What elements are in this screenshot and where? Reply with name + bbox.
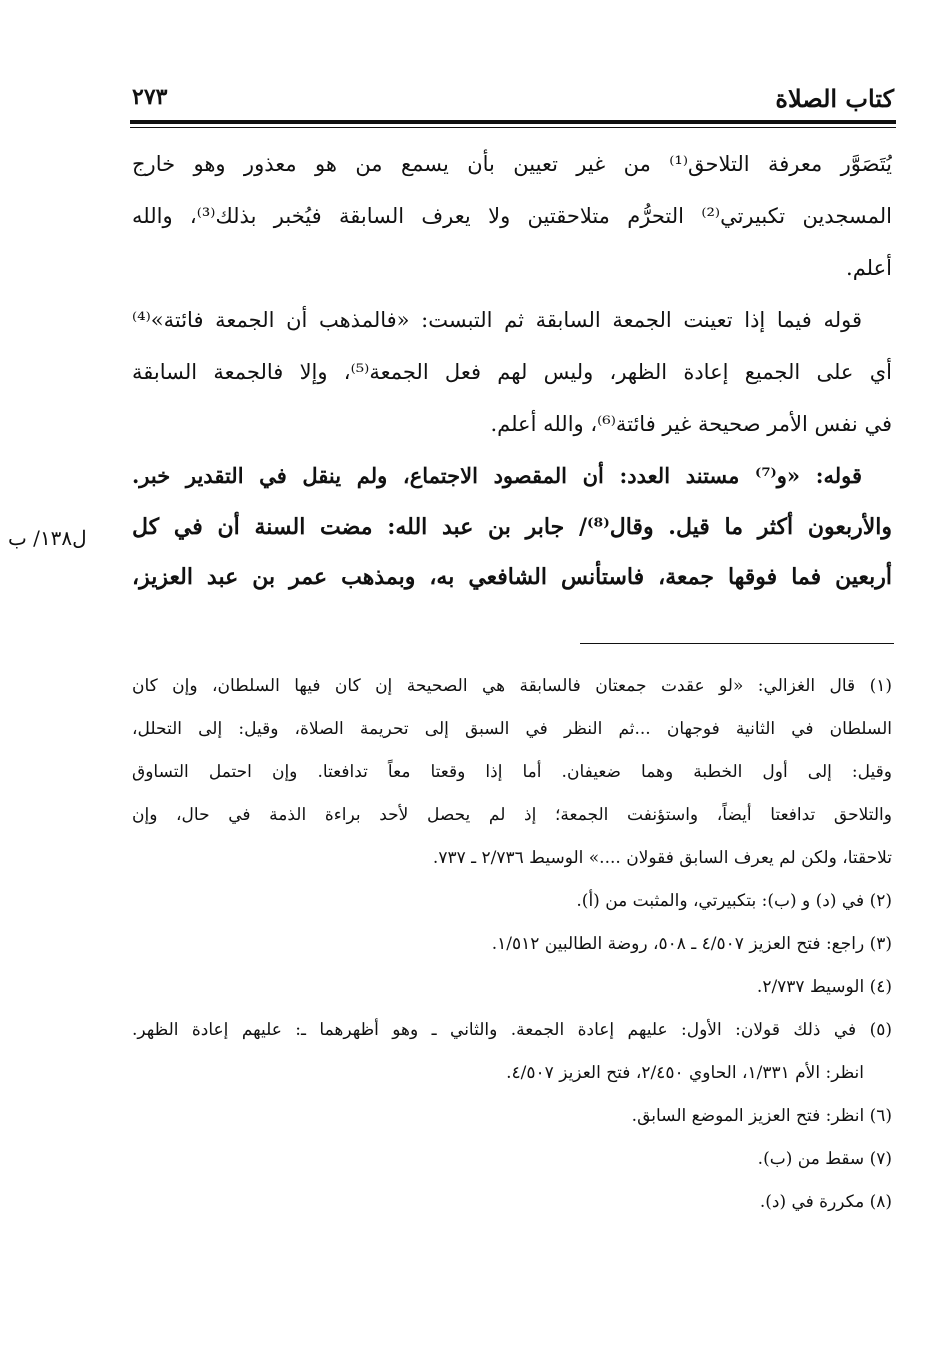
footnote-line: (٤) الوسيط ٢/٧٣٧.	[756, 977, 892, 997]
footnote-line: انظر: الأم ١/٣٣١، الحاوي ٢/٤٥٠، فتح العزيز ٤/٥٠٧.	[506, 1063, 864, 1083]
main-text	[132, 138, 892, 602]
text-line: أعلم.	[846, 256, 892, 280]
footnote-line: والتلاحق تدافعتا أيضاً، واستؤنفت الجمعة؛ إذ لم يحصل لأحد براءة الذمة في حال، وإن	[132, 805, 892, 825]
footnote-line: (١) قال الغزالي: «لو عقدت جمعتان فالسابقة هي الصحيحة إن كان فيها السلطان، وإن كان	[132, 676, 892, 696]
footnote-line: (٦) انظر: فتح العزيز الموضع السابق.	[631, 1106, 892, 1126]
text-line: قوله فيما إذا تعينت الجمعة السابقة ثم التبست: «فالمذهب أن الجمعة فائتة»⁽⁴⁾	[132, 308, 862, 332]
manuscript-folio-note: ل١٣٨/ ب	[8, 526, 87, 550]
footnote-line: (٨) مكررة في (د).	[759, 1192, 892, 1212]
footnote-separator	[580, 643, 894, 644]
header-rule-thin	[130, 127, 896, 128]
page-number: ٢٧٣	[132, 84, 168, 110]
footnote-line: السلطان في الثانية فوجهان ...ثم النظر في السبق إلى تحريمة الصلاة، وقيل: إلى التحلل،	[132, 719, 892, 739]
page-header	[132, 84, 894, 120]
header-rule-thick	[130, 120, 896, 124]
footnote-line: (٧) سقط من (ب).	[757, 1149, 892, 1169]
footnote-line: وقيل: إلى أول الخطبة وهما ضعيفان. أما إذا وقعتا معاً تدافعتا. وإن احتمل التساوق	[132, 762, 892, 782]
text-line: والأربعون أكثر ما قيل. وقال⁽⁸⁾/ جابر بن عبد الله: مضت السنة أن في كل	[132, 514, 892, 540]
text-line: أربعين فما فوقها جمعة، فاستأنس الشافعي به، وبمذهب عمر بن عبد العزيز،	[132, 564, 892, 590]
text-line: في نفس الأمر صحيحة غير فائتة⁽⁶⁾، والله أعلم.	[490, 412, 892, 436]
text-line: يُتَصَوَّر معرفة التلاحق⁽¹⁾ من غير تعيين بأن يسمع من هو معذور وهو خارج	[132, 152, 892, 176]
footnote-line: (٥) في ذلك قولان: الأول: عليهم إعادة الجمعة. والثاني ـ وهو أظهرهما ـ: عليهم إعادة الظهر.	[132, 1020, 892, 1040]
running-title: كتاب الصلاة	[775, 84, 894, 113]
text-line: أي على الجميع إعادة الظهر، وليس لهم فعل الجمعة⁽⁵⁾، وإلا فالجمعة السابقة	[132, 360, 892, 384]
footnote-line: (٢) في (د) و (ب): بتكبيرتي، والمثبت من (أ).	[576, 891, 892, 911]
text-line: قوله: «و⁽⁷⁾ مستند العدد: أن المقصود الاجتماع، ولم ينقل في التقدير خبر.	[132, 463, 862, 488]
footnotes	[132, 665, 892, 1224]
text-line: المسجدين تكبيرتي⁽²⁾ التحرُّم متلاحقتين ولا يعرف السابقة فيُخبر بذلك⁽³⁾، والله	[132, 204, 892, 228]
footnote-line: تلاحقتا، ولكن لم يعرف السابق فقولان ....» الوسيط ٢/٧٣٦ ـ ٧٣٧.	[432, 848, 892, 868]
footnote-line: (٣) راجع: فتح العزيز ٤/٥٠٧ ـ ٥٠٨، روضة الطالبين ١/٥١٢.	[491, 934, 892, 954]
